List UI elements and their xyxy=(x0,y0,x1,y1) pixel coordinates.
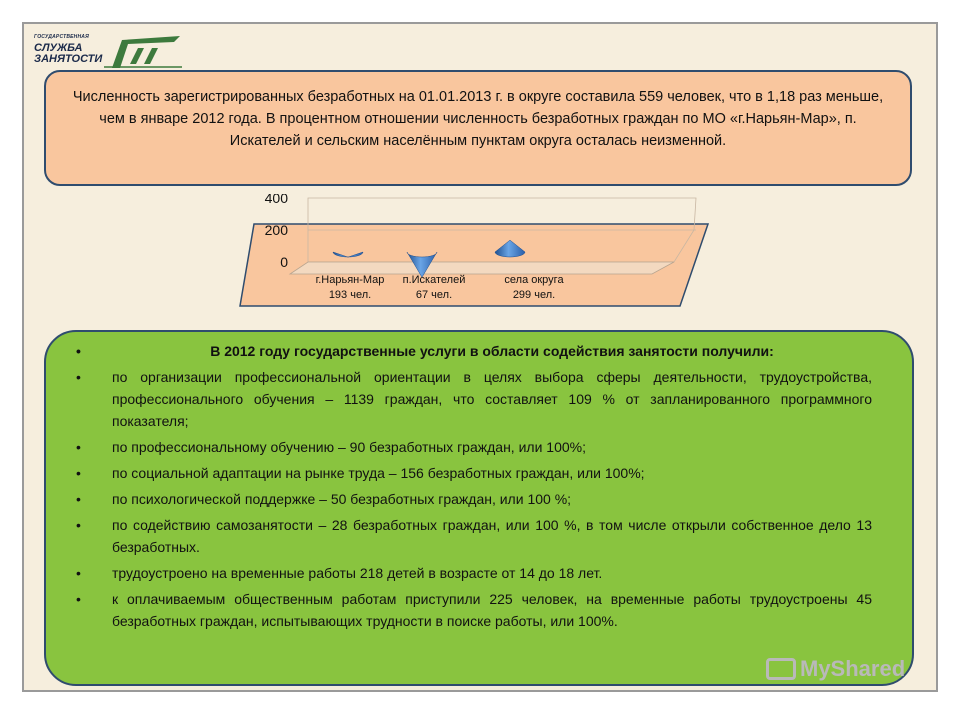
services-item-text: по содействию самозанятости – 28 безработных граждан, или 100 %, в том числе открыли собственное дело 13 безработных. xyxy=(112,517,872,555)
services-item xyxy=(76,436,872,458)
chart-base xyxy=(290,262,674,274)
bullet: • xyxy=(76,343,81,359)
x-category-label: г.Нарьян-Мар xyxy=(315,274,385,286)
services-item-text: трудоустроено на временные работы 218 детей в возрасте от 14 до 18 лет. xyxy=(112,565,603,581)
services-heading xyxy=(76,340,872,362)
services-item xyxy=(76,562,872,584)
intro-text: Численность зарегистрированных безработных на 01.01.2013 г. в округе составила 559 человек, что в 1,18 раз меньше, чем в январе 2012 года. В процентном отношении численность безработных граждан по МО «г.Нарьян-Мар», п. Искателей и сельским населённым пунктам округа осталась неизменной. xyxy=(72,89,884,149)
x-category-label: п.Искателей xyxy=(402,274,466,286)
logo-line-1: ГОСУДАРСТВЕННАЯ xyxy=(34,34,89,40)
bullet: • xyxy=(76,591,81,607)
watermark-text: MyShared xyxy=(800,656,906,681)
bullet: • xyxy=(76,439,81,455)
logo-line-3: ЗАНЯТОСТИ xyxy=(34,53,103,65)
watermark-logo-icon xyxy=(766,658,796,680)
services-list xyxy=(76,340,872,632)
services-item xyxy=(76,514,872,558)
x-category-label: села округа xyxy=(504,274,564,286)
bullet: • xyxy=(76,491,81,507)
x-value-label: 193 чел. xyxy=(328,289,372,301)
bullet: • xyxy=(76,465,81,481)
services-item-text: по психологической поддержке – 50 безработных граждан, или 100 %; xyxy=(112,491,572,507)
unemployed-by-area-chart xyxy=(236,194,712,310)
services-item-text: по профессиональному обучению – 90 безработных граждан, или 100%; xyxy=(112,439,586,455)
y-tick-label: 200 xyxy=(264,222,288,238)
logo-text xyxy=(34,32,106,65)
bullet: • xyxy=(76,517,81,533)
bullet: • xyxy=(76,369,81,385)
services-item xyxy=(76,488,872,510)
services-panel xyxy=(44,330,914,686)
y-tick-label: 0 xyxy=(280,254,288,270)
services-item-text: к оплачиваемым общественным работам приступили 225 человек, на временные работы трудоустроены 45 безработных граждан, испытывающих трудности в поиске работы, или 100%. xyxy=(112,591,872,629)
services-item-text: по организации профессиональной ориентации в целях выбора сферы деятельности, трудоустройства, профессионального обучения – 1139 граждан, что составляет 109 % от запланированного программного показателя; xyxy=(112,369,872,429)
services-item xyxy=(76,462,872,484)
services-item-text: по социальной адаптации на рынке труда – 156 безработных граждан, или 100%; xyxy=(112,465,645,481)
services-heading-text: В 2012 году государственные услуги в области содействия занятости получили: xyxy=(210,343,774,359)
bullet: • xyxy=(76,565,81,581)
x-value-label: 67 чел. xyxy=(415,289,453,301)
intro-box xyxy=(44,70,912,186)
y-tick-label: 400 xyxy=(264,194,288,206)
logo-line-2: СЛУЖБА xyxy=(34,42,83,54)
services-item xyxy=(76,588,872,632)
logo-emblem-icon xyxy=(104,34,184,68)
services-item xyxy=(76,366,872,432)
watermark xyxy=(766,656,905,682)
x-value-label: 299 чел. xyxy=(512,289,556,301)
employment-service-logo xyxy=(34,32,184,72)
